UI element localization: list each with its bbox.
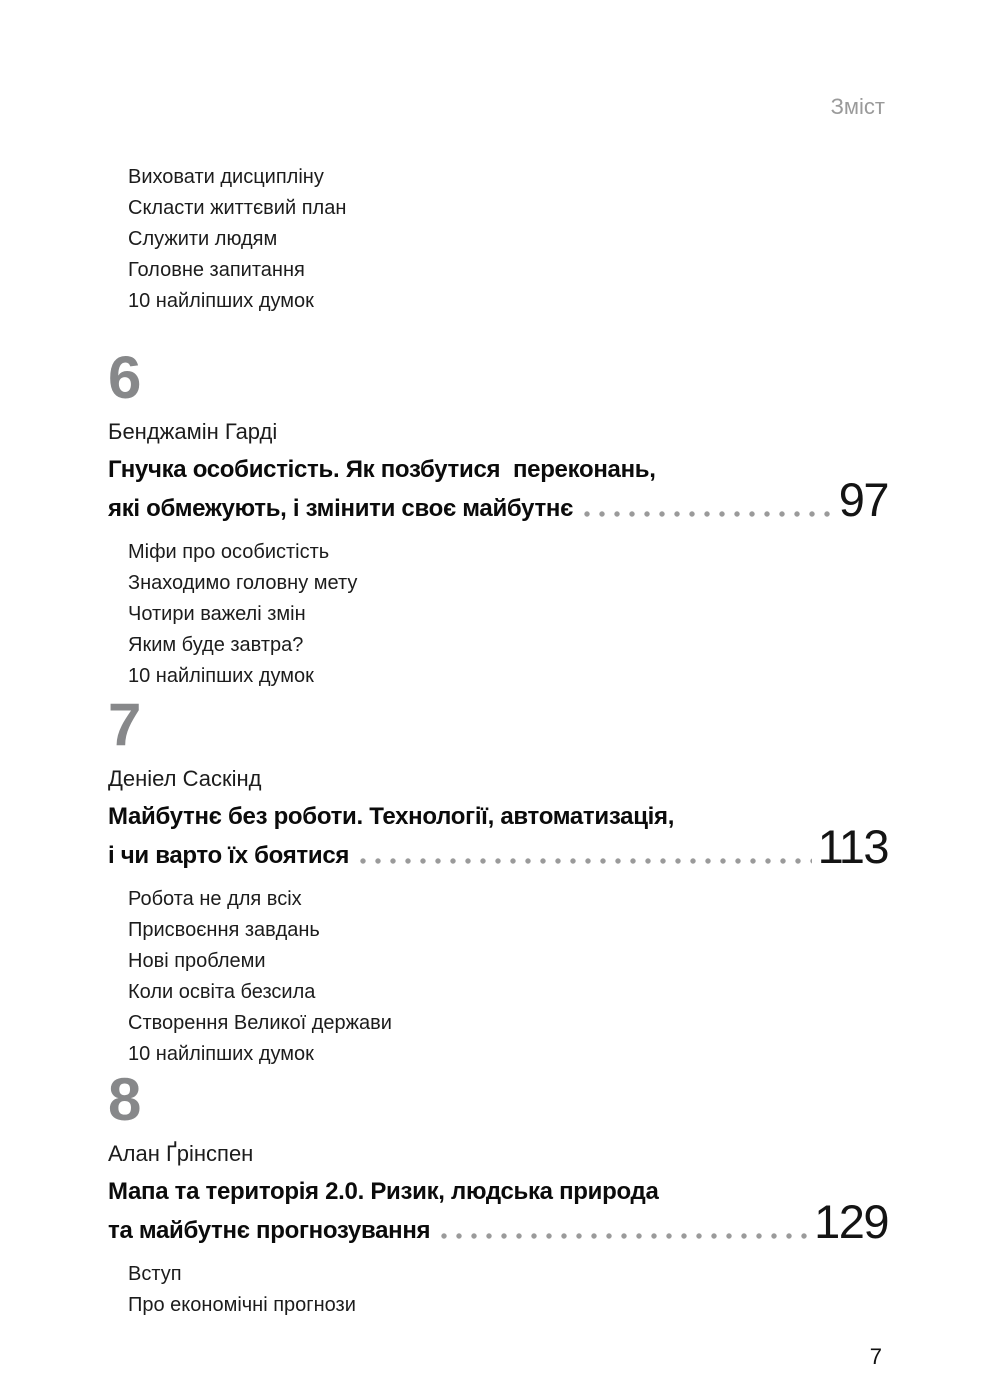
chapter-section-6	[108, 344, 888, 692]
subtopic-item: Яким буде завтра?	[128, 634, 304, 656]
chapter-author: Деніел Саскінд	[108, 766, 262, 791]
dot-leader	[359, 857, 811, 865]
subtopic-item: Знаходимо головну мету	[128, 572, 358, 594]
chapter-section-8	[108, 1066, 888, 1321]
running-head: Зміст	[830, 94, 885, 119]
page-number: 7	[869, 1344, 882, 1369]
chapter-section-7	[108, 691, 888, 1070]
subtopic-item: Чотири важелі змін	[128, 603, 306, 625]
subtopic-item: Про економічні прогнози	[128, 1294, 356, 1316]
chapter-author: Алан Ґрінспен	[108, 1141, 254, 1166]
chapter-title-line2: та майбутнє прогнозування	[108, 1217, 431, 1244]
subtopic-item: Головне запитання	[128, 259, 305, 281]
chapter-page-number: 113	[817, 820, 888, 873]
subtopic-item: Міфи про особистість	[128, 541, 330, 563]
subtopic-item: Робота не для всіх	[128, 888, 302, 910]
chapter-title	[108, 1176, 888, 1246]
dot-leader	[440, 1232, 808, 1240]
chapter-page-number: 97	[838, 473, 888, 526]
chapter-title	[108, 801, 888, 871]
chapter-title-row	[108, 473, 888, 526]
subtopic-item: Виховати дисципліну	[128, 166, 324, 188]
chapter-subtopic-list	[108, 537, 888, 692]
chapter-title	[108, 454, 888, 524]
subtopic-item: 10 найліпших думок	[128, 1043, 314, 1065]
chapter-title-line1: Гнучка особистість. Як позбутися переконань,	[108, 456, 656, 483]
subtopic-item: Нові проблеми	[128, 950, 266, 972]
chapter-page-number: 129	[814, 1195, 888, 1248]
chapter-title-line1: Майбутнє без роботи. Технології, автоматизація,	[108, 803, 675, 830]
subtopic-item: Скласти життєвий план	[128, 197, 347, 219]
chapter-number: 6	[108, 344, 141, 411]
dot-leader	[583, 510, 833, 518]
subtopic-item: Створення Великої держави	[128, 1012, 392, 1034]
chapter-title-line1: Мапа та територія 2.0. Ризик, людська природа	[108, 1178, 659, 1205]
chapter-number: 8	[108, 1066, 141, 1133]
chapter-title-row	[108, 820, 888, 873]
chapter-subtopic-list	[108, 1259, 888, 1321]
chapter-title-line2: і чи варто їх боятися	[108, 842, 350, 869]
subtopic-item: Присвоєння завдань	[128, 919, 320, 941]
chapter-subtopic-list	[108, 884, 888, 1070]
chapter-title-row	[108, 1195, 888, 1248]
chapter-title-line2: які обмежують, і змінити своє майбутнє	[108, 495, 574, 522]
subtopic-item: Вступ	[128, 1263, 182, 1285]
subtopic-item: 10 найліпших думок	[128, 665, 314, 687]
subtopic-item: 10 найліпших думок	[128, 290, 314, 312]
chapter-number: 7	[108, 691, 141, 758]
subtopic-item: Коли освіта безсила	[128, 981, 316, 1003]
chapter-author: Бенджамін Гарді	[108, 419, 278, 444]
intro-subtopic-list	[128, 162, 346, 317]
subtopic-item: Служити людям	[128, 228, 278, 250]
